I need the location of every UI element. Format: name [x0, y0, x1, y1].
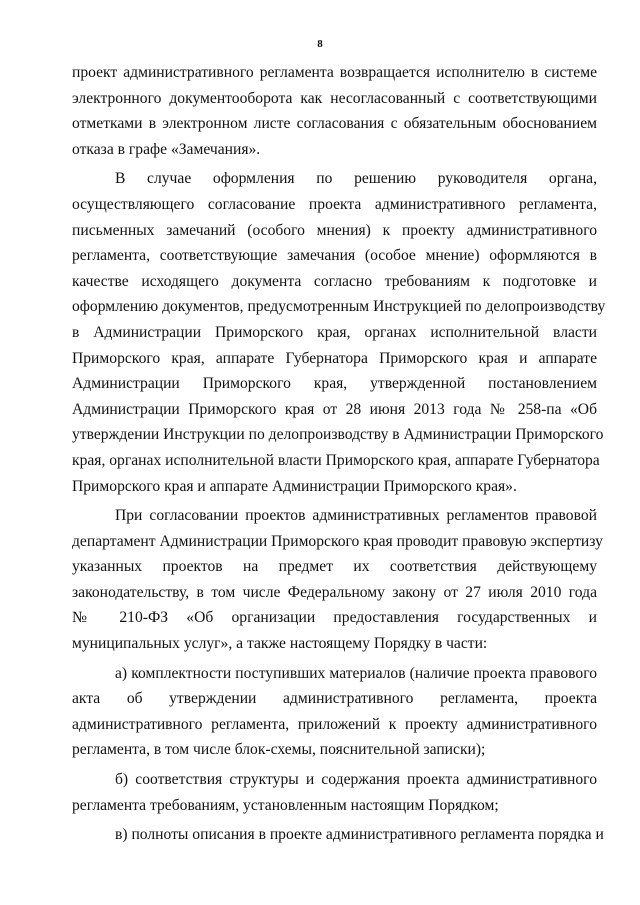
text-line: указанных проектов на предмет их соответствия действующему — [72, 558, 597, 576]
text-line: департамент Администрации Приморского края проводит правовую экспертизу — [72, 532, 603, 550]
text-line: оформлению документов, предусмотренным Инструкцией по делопроизводству — [72, 298, 606, 316]
text-line: в Администрации Приморского края, органах исполнительной власти — [72, 323, 597, 341]
paragraph-p2 — [72, 166, 606, 499]
text-line: При согласовании проектов административных регламентов правовой — [115, 507, 597, 525]
text-line: акта об утверждении административного регламента, проекта — [72, 690, 597, 708]
text-line: отметками в электронном листе согласования с обязательным обоснованием — [72, 115, 597, 133]
text-line: № 210-ФЗ «Об организации предоставления государственных и — [72, 609, 597, 627]
paragraph-p5 — [72, 767, 597, 818]
text-line: регламента, в том числе блок-схемы, пояснительной записки); — [72, 741, 486, 759]
page-number: 8 — [317, 38, 323, 50]
text-line: Администрации Приморского края, утвержденной постановлением — [72, 375, 597, 393]
text-line: В случае оформления по решению руководителя органа, — [115, 170, 597, 188]
text-line: письменных замечаний (особого мнения) к проекту административного — [72, 221, 597, 239]
paragraph-p6 — [72, 822, 604, 848]
text-line: Администрации Приморского края от 28 июня 2013 года № 258-па «Об — [72, 400, 597, 418]
text-line: проект административного регламента возвращается исполнителю в системе — [72, 64, 597, 81]
text-line: края, органах исполнительной власти Приморского края, аппарате Губернатора — [72, 451, 600, 469]
text-line: а) комплектности поступивших материалов (наличие проекта правового — [115, 664, 597, 682]
text-line: муниципальных услуг», а также настоящему Порядку в части: — [72, 635, 488, 653]
text-line: административного регламента, приложений к проекту административного — [72, 715, 597, 733]
paragraph-p3 — [72, 503, 603, 657]
text-line: Приморского края, аппарате Губернатора Приморского края и аппарате — [72, 349, 597, 367]
text-line: осуществляющего согласование проекта административного регламента, — [72, 195, 597, 213]
text-line: электронного документооборота как несогласованный с соответствующими — [72, 89, 597, 107]
text-line: регламента требованиям, установленным настоящим Порядком; — [72, 796, 499, 814]
text-line: регламента, соответствующие замечания (особое мнение) оформляются в — [72, 247, 597, 265]
text-line: б) соответствия структуры и содержания проекта административного — [115, 771, 597, 789]
paragraph-p4 — [72, 661, 597, 763]
text-line: Приморского края и аппарате Администрации Приморского края». — [72, 477, 517, 495]
text-line: законодательству, в том числе Федеральному закону от 27 июля 2010 года — [72, 583, 597, 601]
text-line: отказа в графе «Замечания». — [72, 140, 261, 158]
paragraph-p1 — [72, 60, 597, 162]
document-body — [72, 60, 606, 852]
text-line: утверждении Инструкции по делопроизводству в Администрации Приморского — [72, 426, 604, 444]
text-line: в) полноты описания в проекте административного регламента порядка и — [115, 826, 604, 844]
text-line: качестве исходящего документа согласно требованиям к подготовке и — [72, 272, 597, 290]
